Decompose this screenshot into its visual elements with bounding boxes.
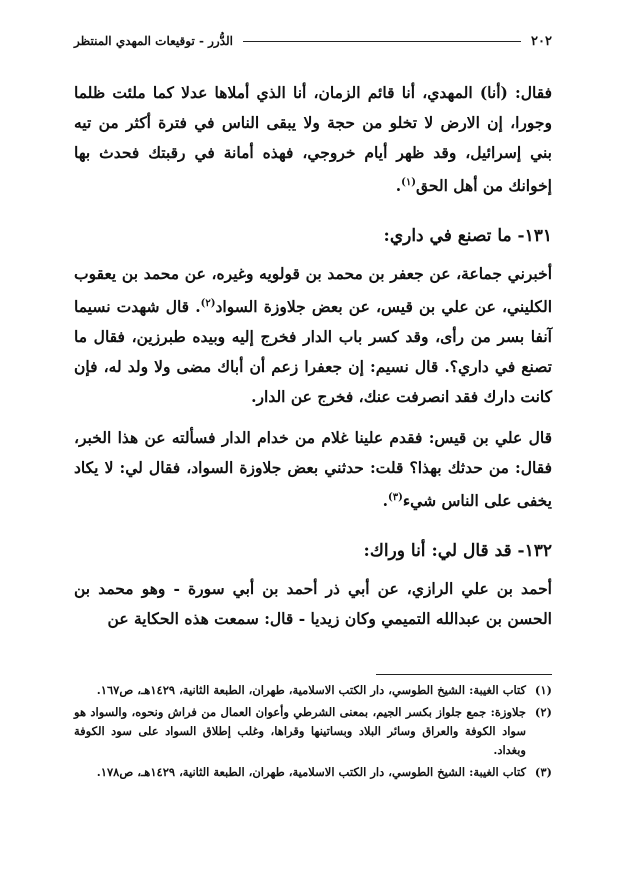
paragraph-text: أحمد بن علي الرازي، عن أبي ذر أحمد بن أبي سورة - وهو محمد بن الحسن بن عبدالله التميمي وكان زيديا - قال: سمعت هذه الحكاية عن xyxy=(74,579,552,629)
paragraph-text: قال علي بن قيس: فقدم علينا غلام من خدام الدار فسألته عن هذا الخبر، فقال: من حدثك بهذا؟ قلت: حدثني بعض جلاوزة السواد، فقال لي: لا يكاد يخفى على الناس شيء xyxy=(74,428,552,511)
running-title: الدُّرر - توقيعات المهدي المنتظر xyxy=(74,34,233,48)
paragraph-text: أخبرني جماعة، عن جعفر بن محمد بن قولويه وغيره، عن محمد بن يعقوب الكليني، عن علي بن قيس، عن بعض جلاوزة السواد xyxy=(74,264,552,317)
page-number: ٢٠٢ xyxy=(531,33,552,49)
header-rule xyxy=(243,41,521,42)
footnote-number: (٣) xyxy=(534,765,552,780)
footnote xyxy=(74,681,552,700)
footnote-ref: (١) xyxy=(401,177,416,188)
paragraph-end: . xyxy=(395,176,402,196)
footnote-text: جلاوزة: جمع جلواز بكسر الجيم، بمعنى الشرطي وأعوان العمال من فراش ونحوه، والسواد هو سواد الكوفة والعراق وسائر البلاد وبساتينها وقراها، وغلب إطلاق السواد على سود الكوفة وبغداد. xyxy=(74,705,526,758)
footnotes xyxy=(74,681,552,782)
page-header xyxy=(74,28,552,54)
footnote-number: (١) xyxy=(534,683,552,698)
paragraph xyxy=(74,259,552,412)
footnote xyxy=(74,703,552,760)
page xyxy=(74,28,552,785)
paragraph xyxy=(74,423,552,516)
footnote-ref: (٢) xyxy=(200,298,216,310)
footnote-separator xyxy=(376,674,552,675)
paragraph-end: . قال شهدت نسيما آنفا بسر من رأى، وقد كسر باب الدار فخرج إليه وبيده طبرزين، فقال ما تصنع في داري؟. قال نسيم: إن جعفرا زعم أن أباك مضى ولا ولد له، فإن كانت دارك فقد انصرفت عنك، فخرج عن الدار. xyxy=(74,297,552,407)
footnote-number: (٢) xyxy=(534,705,552,720)
paragraph-end: . xyxy=(382,491,389,511)
section-heading: ١٣٢- قد قال لي: أنا وراك: xyxy=(363,541,552,562)
main-text xyxy=(74,78,552,634)
footnote-text: كتاب الغيبة: الشيخ الطوسي، دار الكتب الاسلامية، طهران، الطبعة الثانية، ١٤٢٩هـ، ص١٧٨. xyxy=(96,765,526,780)
paragraph xyxy=(74,574,552,634)
paragraph-text: فقال: (أنا) المهدي، أنا قائم الزمان، أنا الذي أملاها عدلا كما ملئت ظلما وجورا، إن الارض لا تخلو من حجة ولا يبقى الناس في فترة أكثر من تيه بني إسرائيل، وقد ظهر أيام خروجي، فهذه أمانة في رقبتك فحدث بها إخوانك من أهل الحق xyxy=(74,83,552,196)
footnote-text: كتاب الغيبة: الشيخ الطوسي، دار الكتب الاسلامية، طهران، الطبعة الثانية، ١٤٢٩هـ، ص١٦٧. xyxy=(96,683,526,698)
paragraph xyxy=(74,78,552,201)
footnote-ref: (٣) xyxy=(388,492,403,504)
footnote xyxy=(74,763,552,782)
section-heading: ١٣١- ما تصنع في داري: xyxy=(383,226,552,247)
